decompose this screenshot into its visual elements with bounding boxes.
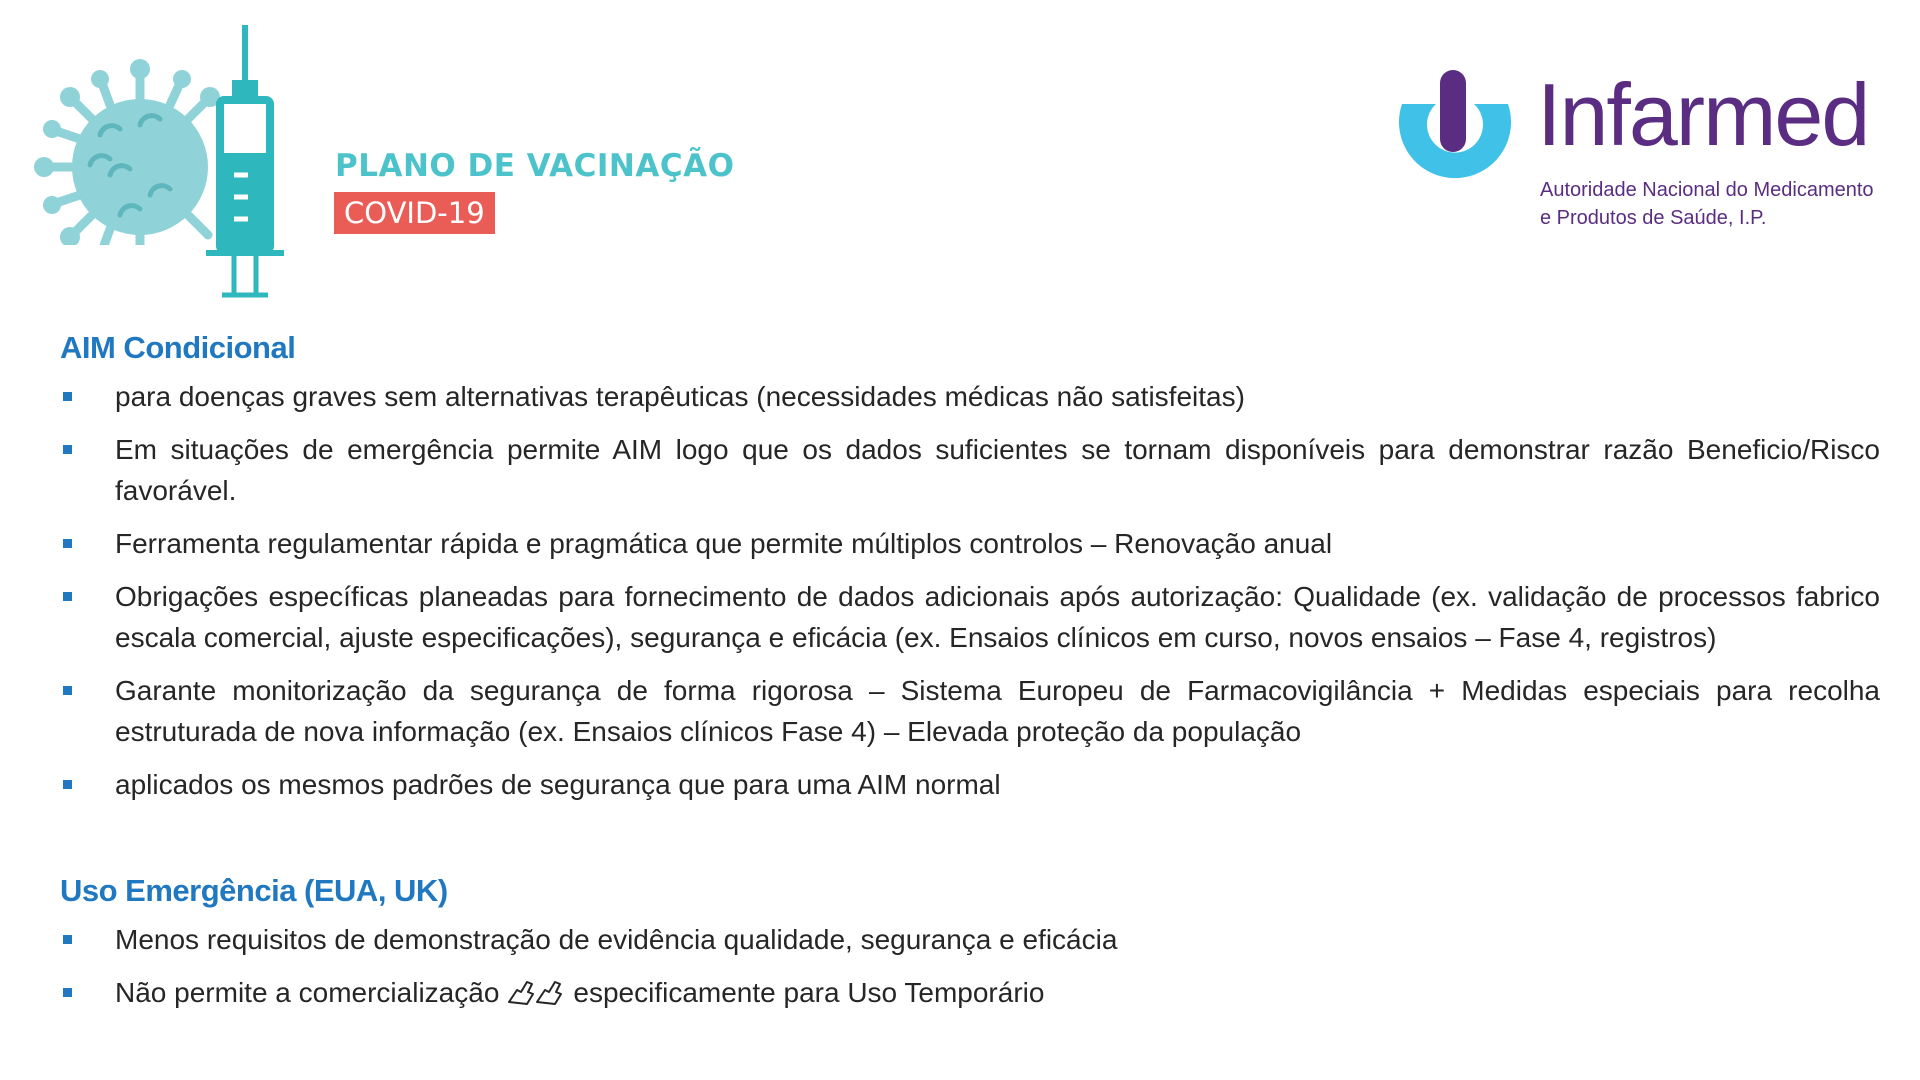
list-item <box>60 764 1880 805</box>
bullet-marker <box>63 392 72 401</box>
list-item <box>60 576 1880 658</box>
bullet-marker <box>63 592 72 601</box>
list-item <box>60 523 1880 564</box>
bullet-marker <box>63 935 72 944</box>
list-item-text: Em situações de emergência permite AIM logo que os dados suficientes se tornam disponíveis para demonstrar razão Beneficio/Risco favorável. <box>115 434 1880 506</box>
infarmed-logo <box>1390 65 1890 238</box>
list-item-text: aplicados os mesmos padrões de segurança que para uma AIM normal <box>115 769 1001 800</box>
brand-name: Infarmed <box>1537 65 1869 164</box>
section-title-aim: AIM Condicional <box>60 330 296 365</box>
bullet-marker <box>63 988 72 997</box>
list-item <box>60 429 1880 511</box>
list-item-text-before: Não permite a comercialização <box>115 977 500 1008</box>
list-item <box>60 919 1880 960</box>
list-item-text-after: especificamente para Uso Temporário <box>573 977 1045 1008</box>
header <box>0 0 1920 310</box>
bullet-list-emergency <box>60 919 1880 1017</box>
pointing-hands-icon <box>507 976 565 1017</box>
brand-tagline-line1: Autoridade Nacional do Medicamento <box>1540 179 1874 201</box>
list-item-text: Ferramenta regulamentar rápida e pragmática que permite múltiplos controlos – Renovação anual <box>115 528 1333 559</box>
list-item <box>60 670 1880 752</box>
infarmed-mark-icon <box>1390 68 1520 198</box>
plan-title: PLANO DE VACINAÇÃO <box>335 148 735 184</box>
bullet-list-aim <box>60 376 1880 805</box>
content <box>60 330 1880 1029</box>
syringe-icon <box>200 25 290 300</box>
section-title-emergency: Uso Emergência (EUA, UK) <box>60 873 448 908</box>
vaccination-plan-logo <box>30 25 735 300</box>
brand-tagline <box>1540 176 1900 232</box>
list-item-text: Menos requisitos de demonstração de evidência qualidade, segurança e eficácia <box>115 924 1118 955</box>
list-item-text: Garante monitorização da segurança de forma rigorosa – Sistema Europeu de Farmacovigilância + Medidas especiais para recolha estruturada de nova informação (ex. Ensaios clínicos Fase 4) – Elevada proteção da população <box>115 675 1880 747</box>
section-spacer <box>60 817 1880 873</box>
bullet-marker <box>63 780 72 789</box>
list-item-text: Obrigações específicas planeadas para fornecimento de dados adicionais após autorização: Qualidade (ex. validação de processos fabrico escala comercial, ajuste especificações), segurança e eficácia (ex. Ensaios clínicos em curso, novos ensaios – Fase 4, registros) <box>115 581 1880 653</box>
list-item <box>60 376 1880 417</box>
list-item <box>60 972 1880 1017</box>
bullet-marker <box>63 539 72 548</box>
list-item-text: para doenças graves sem alternativas terapêuticas (necessidades médicas não satisfeitas) <box>115 381 1245 412</box>
bullet-marker <box>63 445 72 454</box>
bullet-marker <box>63 686 72 695</box>
plan-subtitle-badge: COVID-19 <box>334 192 495 234</box>
brand-tagline-line2: e Produtos de Saúde, I.P. <box>1540 207 1767 229</box>
